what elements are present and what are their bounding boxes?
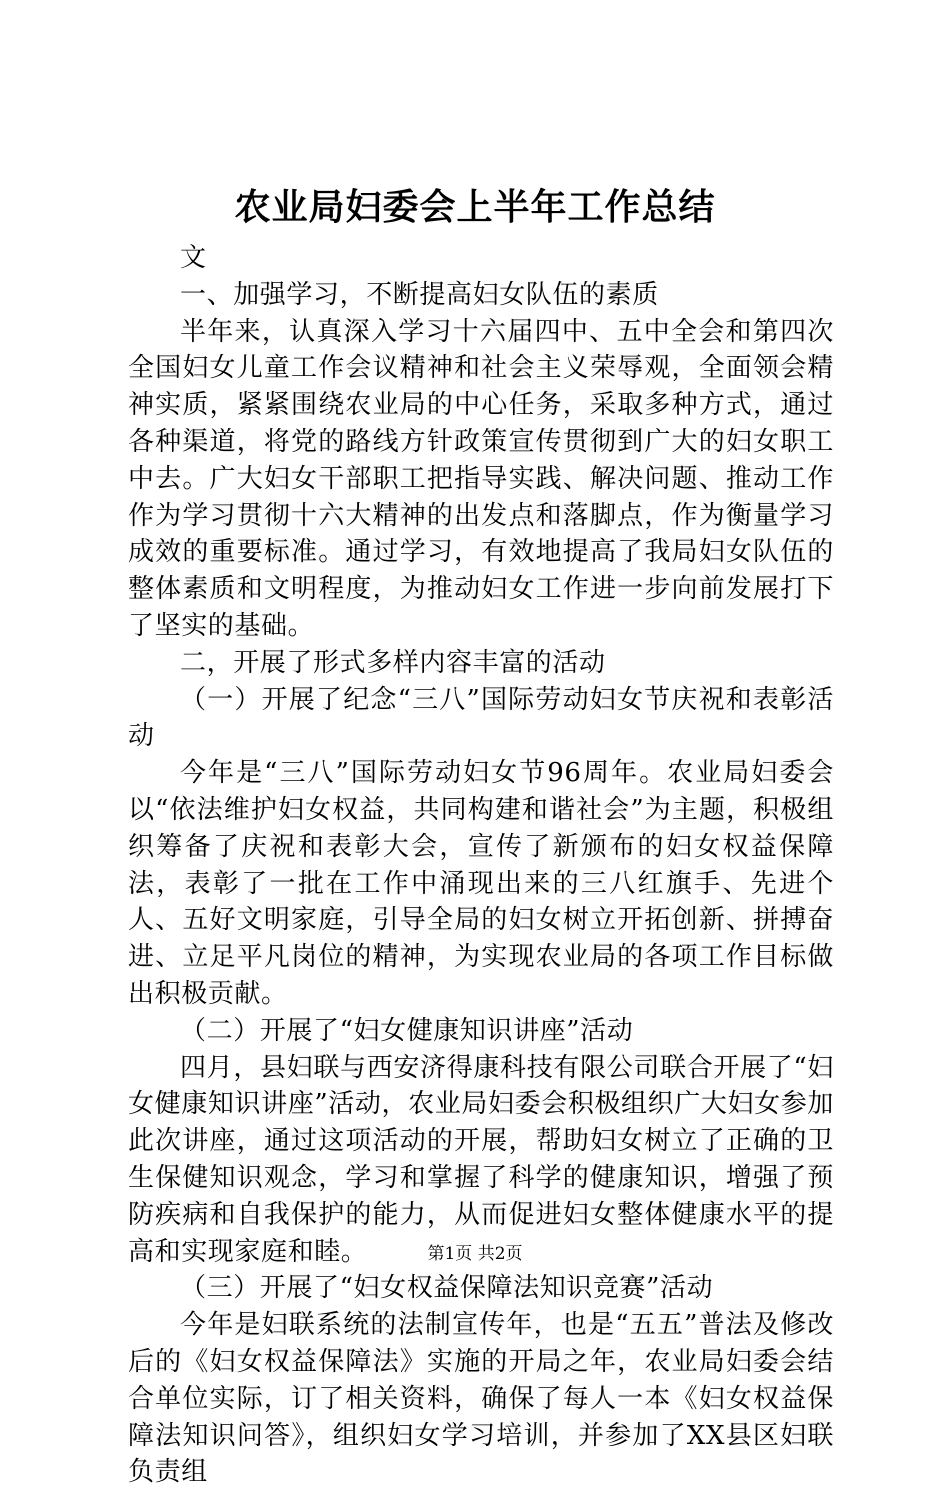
paragraph-health-lecture: 四月，县妇联与西安济得康科技有限公司联合开展了“妇女健康知识讲座”活动，农业局妇委会积极组织广大妇女参加此次讲座，通过这项活动的开展，帮助妇女树立了正确的卫生保健知识观念，学习和掌握了科学的健康知识，增强了预防疾病和自我保护的能力，从而促进妇女整体健康水平的提高和实现家庭和睦。 xyxy=(128,1052,834,1267)
subsection-heading-1: （一）开展了纪念“三八”国际劳动妇女节庆祝和表彰活动 xyxy=(128,684,834,752)
paragraph-author: 文 xyxy=(180,243,207,273)
section-heading-1: 一、加强学习，不断提高妇女队伍的素质 xyxy=(180,279,659,310)
document-body xyxy=(128,240,834,1491)
subsection-heading-2: （二）开展了“妇女健康知识讲座”活动 xyxy=(180,1015,634,1046)
section-heading-2: 二，开展了形式多样内容丰富的活动 xyxy=(180,647,606,678)
paragraph-law-contest: 今年是妇联系统的法制宣传年，也是“五五”普法及修改后的《妇女权益保障法》实施的开局之年，农业局妇委会结合单位实际，订了相关资料，确保了每人一本《妇女权益保障法知识问答》，组织妇女学习培训，并参加了XX县区妇联负责组 xyxy=(128,1310,834,1488)
document-title: 农业局妇委会上半年工作总结 xyxy=(234,186,716,228)
paragraph-womens-day: 今年是“三八”国际劳动妇女节96周年。农业局妇委会以“依法维护妇女权益，共同构建和谐社会”为主题，积极组织筹备了庆祝和表彰大会，宣传了新颁布的妇女权益保障法，表彰了一批在工作中涌现出来的三八红旗手、先进个人、五好文明家庭，引导全局的妇女树立开拓创新、拼搏奋进、立足平凡岗位的精神，为实现农业局的各项工作目标做出积极贡献。 xyxy=(128,758,834,1009)
subsection-heading-3: （三）开展了“妇女权益保障法知识竞赛”活动 xyxy=(180,1273,714,1304)
page-footer: 第1页 共2页 xyxy=(427,1244,523,1264)
paragraph-study: 半年来，认真深入学习十六届四中、五中全会和第四次全国妇女儿童工作会议精神和社会主义荣辱观，全面领会精神实质，紧紧围绕农业局的中心任务，采取多种方式，通过各种渠道，将党的路线方针政策宣传贯彻到广大的妇女职工中去。广大妇女干部职工把指导实践、解决问题、推动工作作为学习贯彻十六大精神的出发点和落脚点，作为衡量学习成效的重要标准。通过学习，有效地提高了我局妇女队伍的整体素质和文明程度，为推动妇女工作进一步向前发展打下了坚实的基础。 xyxy=(128,316,834,641)
